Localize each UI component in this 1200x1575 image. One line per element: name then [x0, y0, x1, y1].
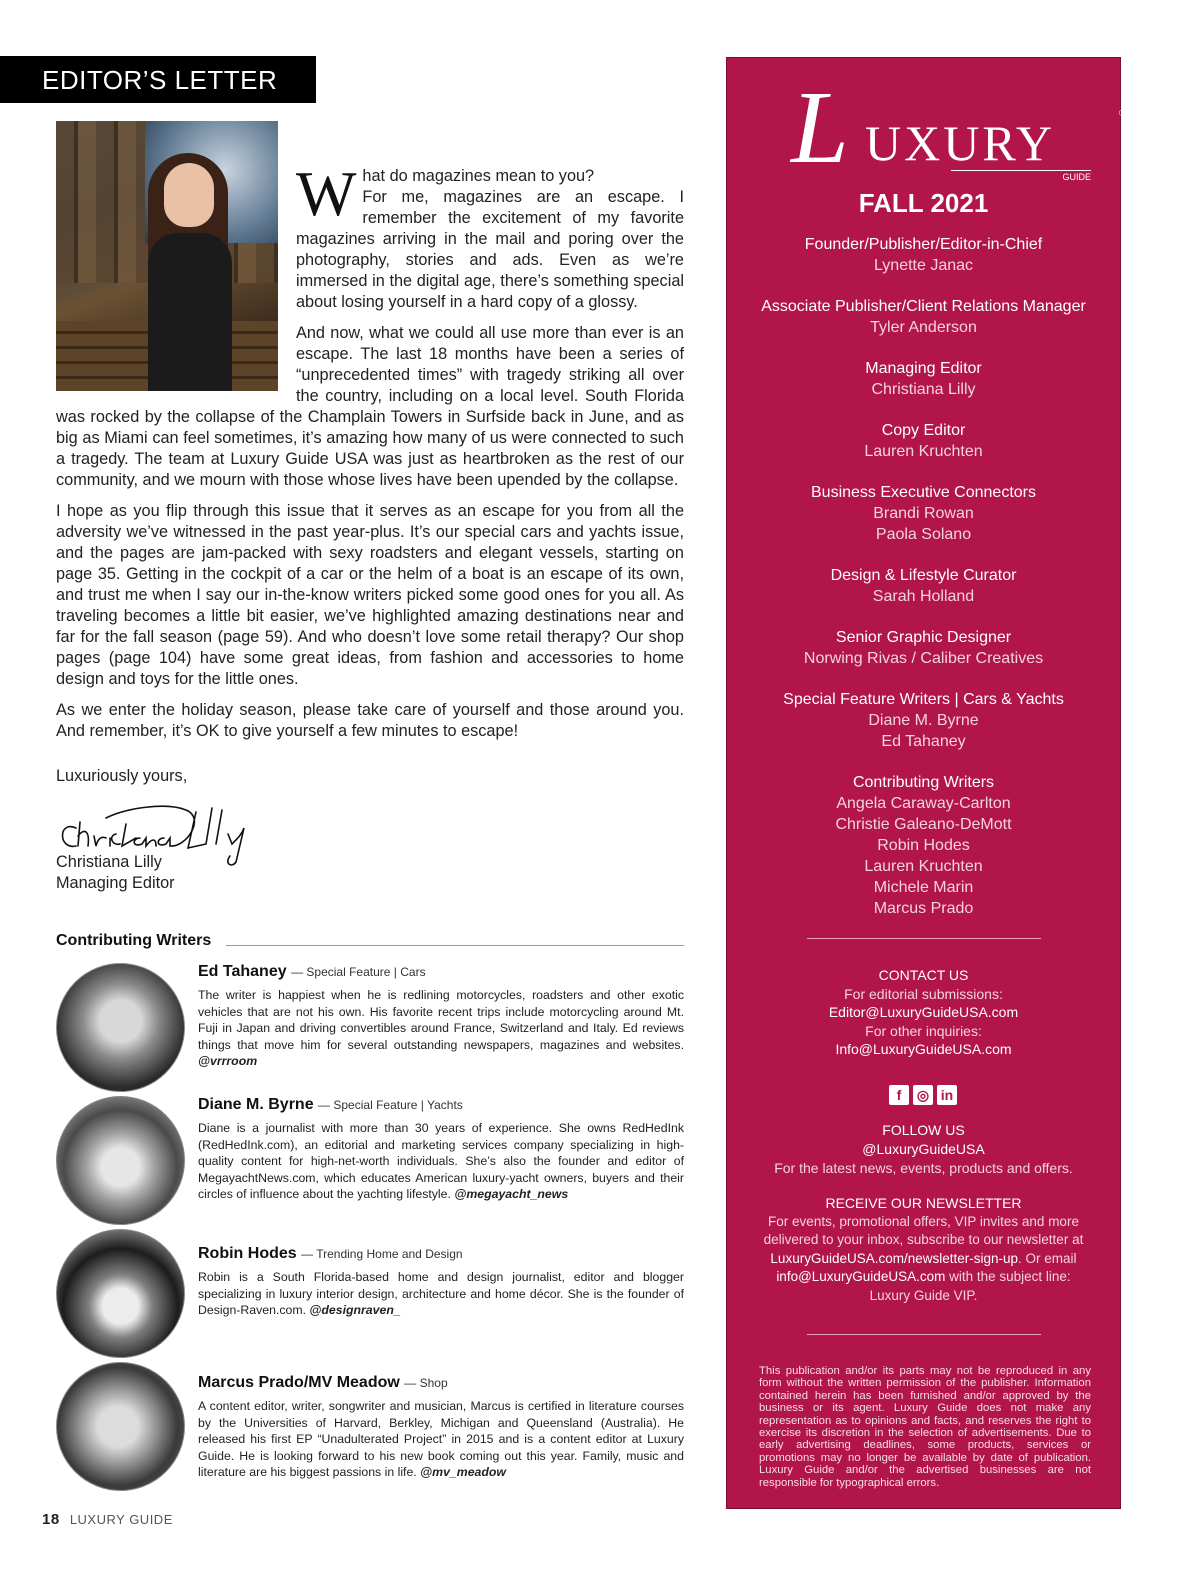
follow-section [727, 1121, 1120, 1178]
newsletter-signup-link[interactable]: LuxuryGuideUSA.com/newsletter-sign-up [770, 1250, 1019, 1266]
avatar [56, 1096, 185, 1225]
contributor-handle: @vrrroom [198, 1054, 258, 1069]
masthead-sidebar [726, 57, 1126, 1509]
contributor-role: — Special Feature | Yachts [318, 1098, 463, 1112]
masthead-title: Contributing Writers [852, 774, 995, 791]
contributor-name: Diane M. Byrne [198, 1096, 314, 1113]
footer-publication: LUXURY GUIDE [69, 1512, 173, 1527]
avatar [56, 963, 185, 1092]
masthead-person: Ed Tahaney [881, 733, 966, 750]
masthead-title: Senior Graphic Designer [835, 629, 1012, 646]
editorial-label: For editorial submissions: [844, 985, 1003, 1002]
contributor-bio: Diane is a journalist with more than 30 years of experience. She owns RedHedInk (RedHedInk.com), an editorial and marketing services company specializing in high-quality content for high-net-worth individuals. She’s also the founder and editor of MegayachtNews.com, which educates American luxury-yacht owners, buyers and their circles of influence about the yachting lifestyle. [198, 1121, 684, 1202]
masthead-entry [727, 420, 1120, 462]
masthead-person: Michele Marin [873, 879, 974, 896]
masthead-title: Copy Editor [881, 422, 966, 439]
avatar [56, 1362, 185, 1491]
masthead-person: Lauren Kruchten [864, 858, 983, 875]
masthead-person: Lynette Janac [873, 257, 974, 274]
letter-greeting: Luxuriously yours, [56, 767, 188, 785]
avatar [56, 1229, 185, 1358]
newsletter-heading: RECEIVE OUR NEWSLETTER [825, 1195, 1022, 1211]
masthead-entry [727, 296, 1120, 338]
masthead-entry [727, 482, 1120, 545]
masthead-title: Associate Publisher/Client Relations Manager [761, 298, 1086, 315]
masthead-person: Robin Hodes [877, 837, 970, 854]
follow-handle[interactable]: @LuxuryGuideUSA [862, 1141, 985, 1157]
contributor-name: Robin Hodes [198, 1245, 297, 1262]
masthead-person: Diane M. Byrne [868, 712, 979, 729]
letter-paragraph-5: As we enter the holiday season, please take care of yourself and those around you. And remember, it’s OK to give yourself a few minutes to escape! [56, 701, 684, 740]
masthead-entry [727, 565, 1120, 607]
masthead-person: Christiana Lilly [871, 381, 976, 398]
divider [807, 1334, 1041, 1335]
newsletter-email-text: Or email [1025, 1250, 1077, 1266]
divider [226, 945, 684, 946]
editorial-email-link[interactable]: Editor@LuxuryGuideUSA.com [828, 1004, 1019, 1020]
masthead-person: Angela Caraway-Carlton [836, 795, 1011, 812]
contributor-bio: The writer is happiest when he is redlining motorcycles, roadsters and other exotic vehicles that are not his own. His favorite recent trips include motorcycling around Mt. Fuji in Japan and driving convertibles around France, Switzerland and Italy. Ed reviews things that move him for several outstanding newspapers, magazines and websites. [198, 988, 684, 1052]
social-icons [889, 1085, 961, 1105]
contributor-bio: Robin is a South Florida-based home and design journalist, editor and blogger specializing in luxury interior design, architecture and home décor. She is the founder of Design-Raven.com. [198, 1270, 684, 1318]
contributor-role: — Trending Home and Design [301, 1247, 463, 1261]
follow-tagline: For the latest news, events, products and offers. [774, 1160, 1073, 1176]
letter-paragraph-2: For me, magazines are an escape. I remember the excitement of my favorite magazines arriving in the mail and poring over the photography, stories and ads. Even as we’re immersed in the digital age, there’s something special about losing yourself in a hard copy of a glossy. [296, 188, 684, 311]
masthead-entry [727, 234, 1120, 276]
masthead-person: Tyler Anderson [870, 319, 977, 336]
follow-heading: FOLLOW US [882, 1122, 965, 1138]
contributor-handle: @mv_meadow [420, 1465, 506, 1480]
linkedin-icon[interactable]: in [937, 1085, 957, 1105]
legal-disclaimer: This publication and/or its parts may not be reproduced in any form without the written permission of the publisher. Information contained herein has been furnished and/or approved by the business or its agent. Luxury Guide does not make any representation as to opinions and facts, and reserves the right to exercise its discretion in the selection of advertisements. Due to early advertising deadlines, some products, services or promotions may no longer be available by date of publication. Luxury Guide and/or the advertised businesses are not responsible for typographical errors. [759, 1365, 1091, 1489]
newsletter-email-link[interactable]: info@LuxuryGuideUSA.com [776, 1269, 946, 1284]
letter-paragraph-1: hat do magazines mean to you? [362, 167, 595, 185]
newsletter-subject-text: with the subject line: Luxury Guide VIP. [869, 1269, 1071, 1303]
masthead-person: Lauren Kruchten [864, 443, 983, 460]
masthead-entry [727, 358, 1120, 400]
signer-name: Christiana Lilly [56, 853, 162, 871]
page-number: 18 [42, 1511, 60, 1528]
contact-heading: CONTACT US [878, 967, 969, 983]
divider [807, 938, 1041, 939]
masthead-person: Christie Galeano-DeMott [835, 816, 1012, 833]
contributor-name: Marcus Prado/MV Meadow [198, 1374, 400, 1391]
signer-title: Managing Editor [56, 874, 175, 892]
masthead-entry [727, 772, 1120, 919]
issue-season: FALL 2021 [858, 188, 989, 218]
contributor-role: — Special Feature | Cars [291, 965, 426, 979]
other-inquiries-label: For other inquiries: [865, 1022, 982, 1039]
contributor-bio: A content editor, writer, songwriter and musician, Marcus is certified in literature courses by the Universities of Harvard, Berkley, Michigan and Queensland (Australia). He released his first EP “Unadulterated Project” in 2015 and is a content editor at Luxury Guide. He is looking forward to his new book coming out this year. Family, music and literature are his biggest passions in life. [198, 1399, 684, 1480]
contact-section [727, 966, 1120, 1059]
info-email-link[interactable]: Info@LuxuryGuideUSA.com [835, 1041, 1012, 1057]
contributor-handle: @megayacht_news [454, 1187, 569, 1202]
luxury-guide-logo: L UXURY ® GUIDE [791, 70, 1126, 185]
masthead-title: Founder/Publisher/Editor-in-Chief [804, 236, 1043, 253]
masthead-person: Norwing Rivas / Caliber Creatives [803, 650, 1044, 667]
masthead-person: Marcus Prado [873, 900, 974, 917]
masthead-entry [727, 627, 1120, 669]
newsletter-section: RECEIVE OUR NEWSLETTER For events, promotional offers, VIP invites and more delivered to your inbox, subscribe to our newsletter at LuxuryGuideUSA.com/newsletter-sign-up. Or email info@LuxuryGuideUSA.com with the subject line: Luxury Guide VIP. [727, 1194, 1120, 1305]
contributor-role: — Shop [404, 1376, 448, 1390]
contributor-handle: @designraven_ [309, 1303, 401, 1318]
masthead-title: Design & Lifestyle Curator [830, 567, 1017, 584]
instagram-icon[interactable]: ◎ [913, 1085, 933, 1105]
masthead-person: Brandi Rowan [873, 505, 974, 522]
letter-paragraph-3: And now, what we could all use more than ever is an escape. The last 18 months have been a series of “unprecedented times” with tragedy striking all over the country, including on a local level. South Florida was rocked by the collapse of the Champlain Towers in Surfside back in June, and as big as Miami can feel sometimes, it’s amazing how many of us were connected to such a tragedy. The team at Luxury Guide USA was just as heartbroken as the rest of our community, and we mourn with those whose lives have been upended by the collapse. [56, 324, 684, 489]
section-title-bar [0, 56, 316, 103]
page-footer [42, 1511, 173, 1528]
facebook-icon[interactable]: f [889, 1085, 909, 1105]
letter-paragraph-4: I hope as you flip through this issue that it serves as an escape for you from all the adversity we’ve witnessed in the past year-plus. It’s our special cars and yachts issue, and the pages are jam-packed with sexy roadsters and elegant vessels, starting on page 35. Getting in the cockpit of a car or the helm of a boat is an escape of its own, and trust me when I say our in-the-know writers picked some good ones for you all. As traveling becomes a little bit easier, we’ve highlighted amazing destinations near and far for the fall season (page 59). And who doesn’t love some retail therapy? Our shop pages (page 104) have some great ideas, from fashion and accessories to home design and toys for the little ones. [56, 502, 684, 688]
contributors-heading: Contributing Writers [56, 932, 212, 949]
masthead-entry [727, 689, 1120, 752]
contributor-name: Ed Tahaney [198, 963, 287, 980]
masthead-title: Special Feature Writers | Cars & Yachts [783, 691, 1064, 708]
masthead-person: Sarah Holland [872, 588, 975, 605]
dropcap: W [296, 158, 357, 229]
letter-body [56, 158, 684, 752]
masthead-title: Business Executive Connectors [811, 484, 1036, 501]
masthead-person: Paola Solano [875, 526, 972, 543]
newsletter-text: For events, promotional offers, VIP invites and more delivered to your inbox, subscribe to our newsletter at [763, 1213, 1084, 1247]
section-title: EDITOR’S LETTER [42, 65, 278, 95]
masthead-title: Managing Editor [865, 360, 982, 377]
masthead-list [727, 234, 1120, 939]
